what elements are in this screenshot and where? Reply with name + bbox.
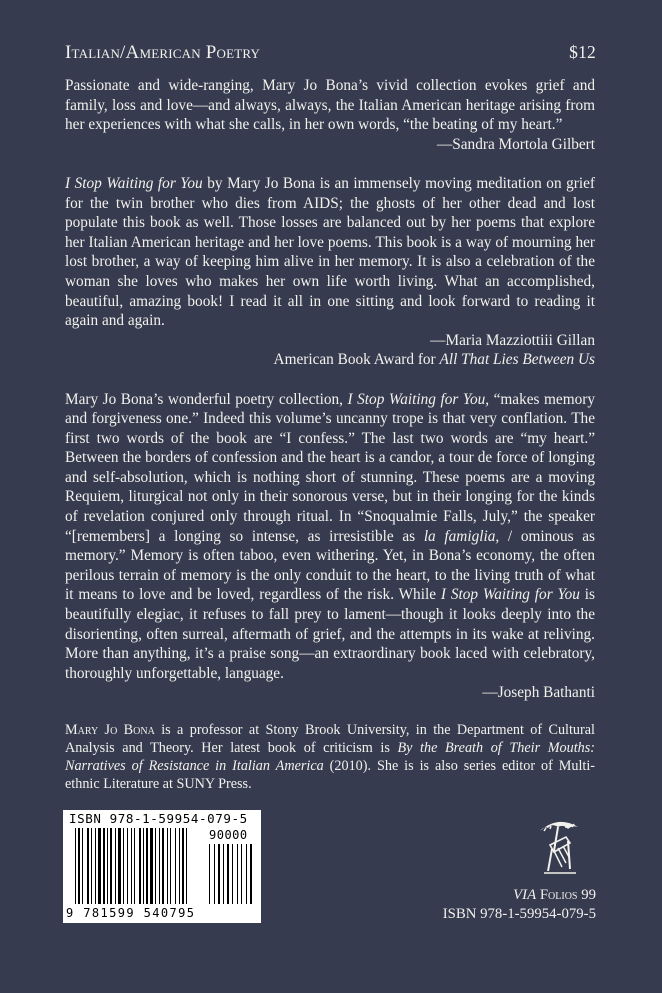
award-book-title: All That Lies Between Us [439, 351, 595, 369]
blurb-2-book-title: I Stop Waiting for You [65, 174, 203, 192]
blurb-3-text-1: Mary Jo Bona’s wonderful poetry collection, [65, 390, 348, 408]
back-cover-text [65, 76, 595, 793]
author-bio-text-2: (2010). She is is also series editor of Multi-ethnic Literature at SUNY Press. [65, 758, 596, 792]
series-line [443, 886, 596, 905]
blurb-3-text-2: “makes memory and forgiveness one.” Indeed this volume’s uncanny trope is that very conflation. The first two words of the book are “I confess.” The last two words are “my heart.” Between the borders of confession and the heart is a candor, a tour de force of longing and self-absolution, which is nothing short of stunning. These poems are a moving Requiem, liturgical not only in their sonorous verse, but in their longing for the kinds of revelation conjured only through ritual. In “Snoqualmie Falls, July,” the speaker “[remembers] a longing so intense, as irresistible as [65, 390, 595, 545]
blurb-3-book-title-2: I Stop Waiting for You [440, 586, 580, 604]
blurb-3 [65, 390, 595, 684]
barcode-isbn-label: ISBN 978-1-59954-079-5 [69, 811, 248, 826]
blurb-1: Passionate and wide-ranging, Mary Jo Bona’s vivid collection evokes grief and family, loss and love—and always, always, the Italian American heritage arising from her experiences with what she calls, in her own words, “the beating of my heart.” [65, 77, 595, 134]
series-via: VIA [513, 887, 537, 903]
author-name: Mary Jo Bona [65, 722, 155, 738]
category-label: Italian/American Poetry [65, 42, 261, 63]
blurb-3-text-4: is beautifully elegiac, it refuses to fall prey to lament—though it looks deeply into the disorienting, often surreal, aftermath of grief, and the attempts in its wake at reliving. More than anything, it’s a praise song—an extraordinary book laced with celebratory, thoroughly unforgettable, language. [65, 586, 595, 682]
blurb-3-text-3: / ominous as memory.” Memory is often taboo, even withering. Yet, in Bona’s economy, the often perilous terrain of memory is the only conduit to the heart, to the living truth of what it means to love and be loved, regardless of the risk. While [65, 527, 595, 604]
barcode-addon-digits: 90000 [209, 828, 248, 842]
isbn-barcode [63, 810, 261, 923]
blurb-3-book-title-1: I Stop Waiting for You, [347, 390, 490, 408]
beach-umbrella-chair-icon [536, 815, 584, 877]
author-bio [65, 721, 595, 793]
blurb-2-attribution: —Maria Mazziottiii Gillan [430, 331, 595, 349]
blurb-2-text: by Mary Jo Bona is an immensely moving meditation on grief for the twin brother who dies from AIDS; the ghosts of her other dead and lost populate this book as well. Those losses are balanced out by her poems that explore her Italian American heritage and her love poems. This book is a way of mourning her lost brother, a way of keeping him alive in her memory. It is also a celebration of the woman she loves who makes her own life worth living. What an accomplished, beautiful, amazing book! I read it all in one sitting and look forward to reading it again and again. [65, 174, 596, 330]
series-isbn: ISBN 978-1-59954-079-5 [442, 905, 596, 922]
series-name: Folios 99 [536, 887, 596, 903]
blurb-1-attribution: —Sandra Mortola Gilbert [436, 135, 595, 153]
award-label: American Book Award for [273, 351, 440, 369]
author-bio-book-title: By the Breath of Their Mouths: Narratives of Resistance in Italian America [65, 740, 595, 774]
blurb-3-italic-phrase: la famiglia, [423, 527, 500, 545]
blurb-2 [65, 174, 595, 331]
series-info [443, 886, 596, 923]
price-label: $12 [569, 42, 596, 62]
blurb-3-attribution: —Joseph Bathanti [482, 684, 595, 702]
blurb-2-award [65, 350, 595, 370]
author-bio-text-1: is a professor at Stony Brook University, in the Department of Cultural Analysis and Theory. Her latest book of criticism is [65, 722, 595, 756]
header [65, 42, 596, 64]
barcode-digits: 9 781599 540795 [66, 906, 196, 920]
